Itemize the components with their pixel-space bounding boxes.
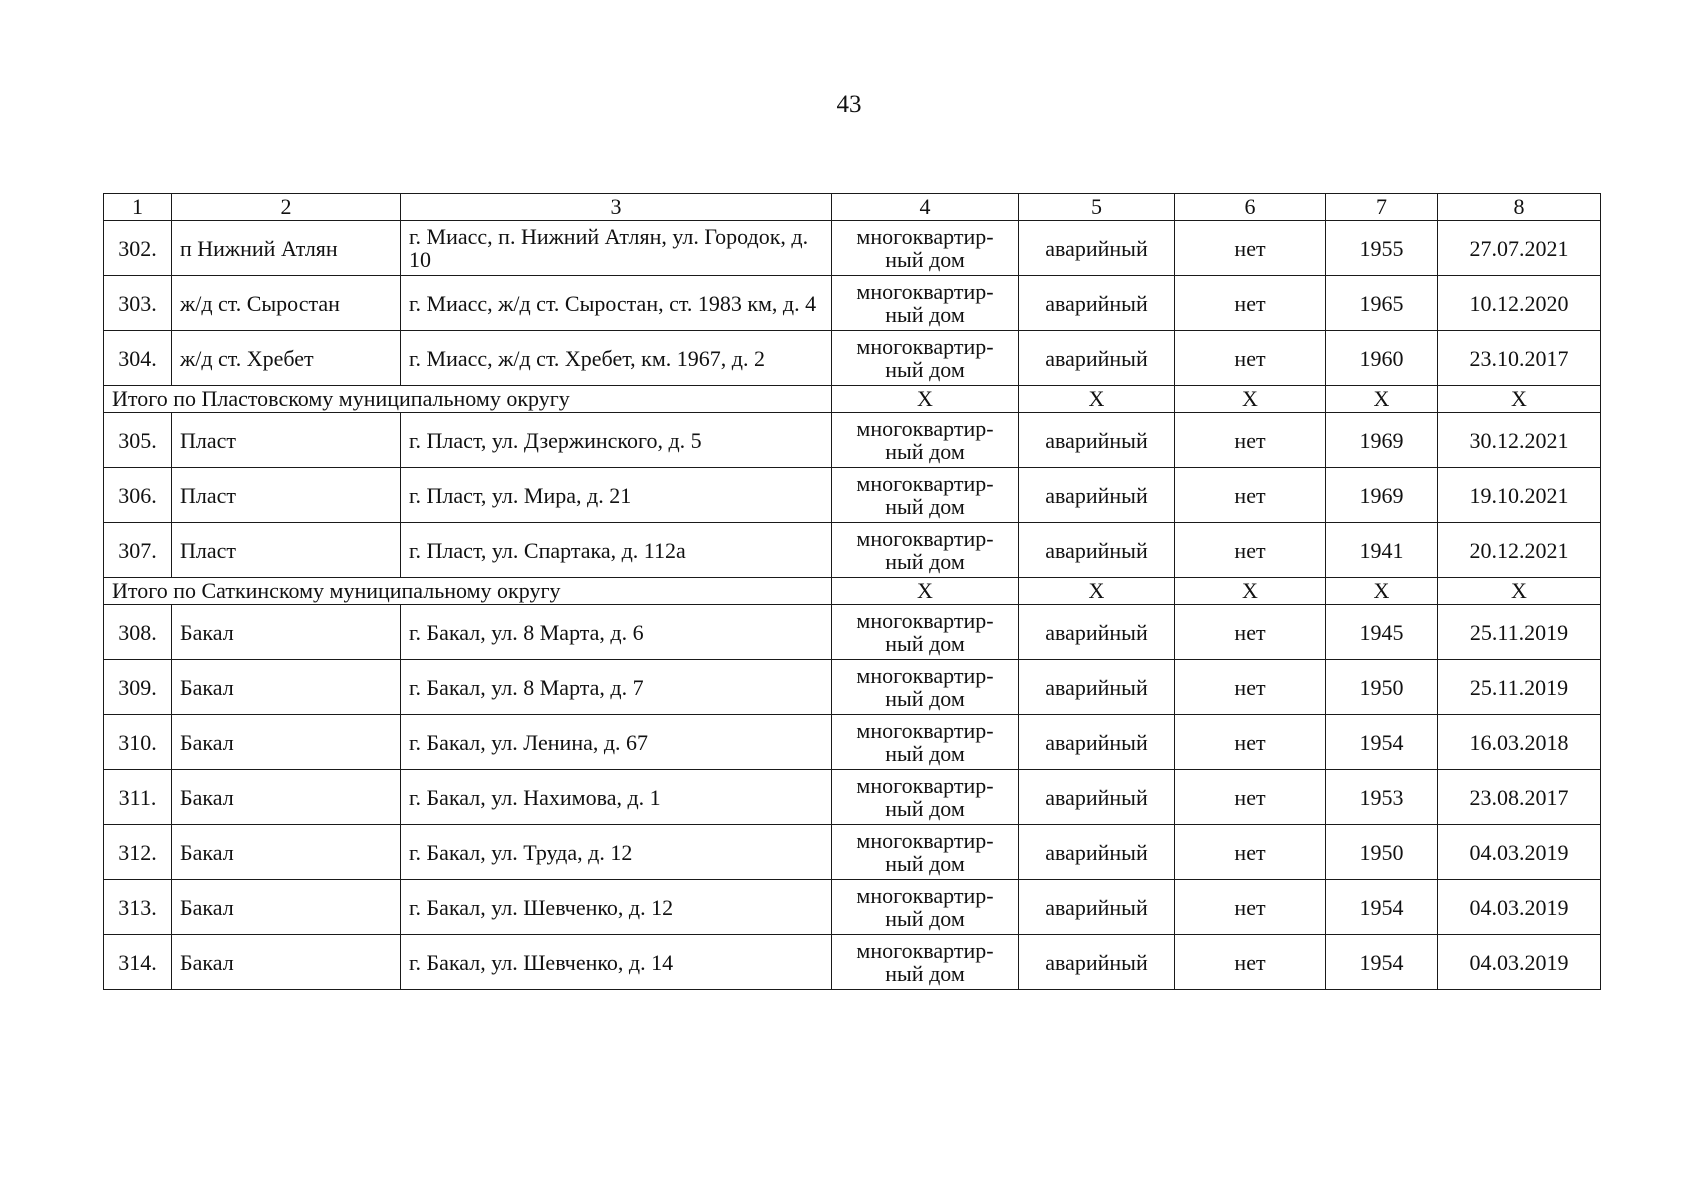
- row-number: 303.: [104, 276, 172, 331]
- condition-status: аварийный: [1019, 715, 1175, 770]
- year-built: 1965: [1326, 276, 1438, 331]
- row-number: 313.: [104, 880, 172, 935]
- flag-value: нет: [1175, 523, 1326, 578]
- flag-value: нет: [1175, 276, 1326, 331]
- year-built: 1960: [1326, 331, 1438, 386]
- page-number: 43: [836, 91, 862, 118]
- column-number: 3: [401, 194, 832, 221]
- condition-status: аварийный: [1019, 413, 1175, 468]
- summary-x-mark: X: [832, 386, 1019, 413]
- settlement-name: Бакал: [172, 605, 401, 660]
- settlement-name: Бакал: [172, 935, 401, 990]
- building-type: многоквартир-ный дом: [832, 276, 1019, 331]
- year-built: 1969: [1326, 413, 1438, 468]
- table-row: [104, 331, 1601, 386]
- address: г. Миасс, ж/д ст. Сыростан, ст. 1983 км, д. 4: [401, 276, 832, 331]
- row-number: 309.: [104, 660, 172, 715]
- table-row: [104, 276, 1601, 331]
- recognition-date: 23.08.2017: [1438, 770, 1601, 825]
- summary-x-mark: X: [1438, 578, 1601, 605]
- settlement-name: ж/д ст. Хребет: [172, 331, 401, 386]
- building-type: многоквартир-ный дом: [832, 660, 1019, 715]
- condition-status: аварийный: [1019, 331, 1175, 386]
- settlement-name: Бакал: [172, 880, 401, 935]
- summary-x-mark: X: [1175, 386, 1326, 413]
- address: г. Миасс, п. Нижний Атлян, ул. Городок, д. 10: [401, 221, 832, 276]
- district-summary-label: Итого по Пластовскому муниципальному округу: [104, 386, 832, 413]
- table-row: [104, 413, 1601, 468]
- address: г. Пласт, ул. Дзержинского, д. 5: [401, 413, 832, 468]
- recognition-date: 27.07.2021: [1438, 221, 1601, 276]
- summary-x-mark: X: [1438, 386, 1601, 413]
- housing-registry-table: [103, 193, 1601, 990]
- building-type: многоквартир-ный дом: [832, 715, 1019, 770]
- settlement-name: Бакал: [172, 660, 401, 715]
- address: г. Бакал, ул. Нахимова, д. 1: [401, 770, 832, 825]
- settlement-name: ж/д ст. Сыростан: [172, 276, 401, 331]
- settlement-name: п Нижний Атлян: [172, 221, 401, 276]
- recognition-date: 04.03.2019: [1438, 880, 1601, 935]
- summary-x-mark: X: [832, 578, 1019, 605]
- recognition-date: 04.03.2019: [1438, 935, 1601, 990]
- settlement-name: Бакал: [172, 770, 401, 825]
- column-number: 7: [1326, 194, 1438, 221]
- row-number: 311.: [104, 770, 172, 825]
- flag-value: нет: [1175, 880, 1326, 935]
- recognition-date: 25.11.2019: [1438, 605, 1601, 660]
- flag-value: нет: [1175, 605, 1326, 660]
- building-type: многоквартир-ный дом: [832, 880, 1019, 935]
- recognition-date: 30.12.2021: [1438, 413, 1601, 468]
- table-row: [104, 605, 1601, 660]
- flag-value: нет: [1175, 825, 1326, 880]
- table-row: [104, 715, 1601, 770]
- condition-status: аварийный: [1019, 523, 1175, 578]
- flag-value: нет: [1175, 935, 1326, 990]
- summary-x-mark: X: [1019, 578, 1175, 605]
- district-summary-label: Итого по Саткинскому муниципальному округу: [104, 578, 832, 605]
- year-built: 1941: [1326, 523, 1438, 578]
- year-built: 1953: [1326, 770, 1438, 825]
- address: г. Бакал, ул. Шевченко, д. 14: [401, 935, 832, 990]
- year-built: 1950: [1326, 660, 1438, 715]
- building-type: многоквартир-ный дом: [832, 221, 1019, 276]
- table-body: [104, 194, 1601, 990]
- summary-x-mark: X: [1326, 578, 1438, 605]
- condition-status: аварийный: [1019, 660, 1175, 715]
- year-built: 1954: [1326, 880, 1438, 935]
- row-number: 305.: [104, 413, 172, 468]
- condition-status: аварийный: [1019, 276, 1175, 331]
- district-summary-row: [104, 578, 1601, 605]
- table-row: [104, 660, 1601, 715]
- row-number: 304.: [104, 331, 172, 386]
- year-built: 1945: [1326, 605, 1438, 660]
- flag-value: нет: [1175, 660, 1326, 715]
- condition-status: аварийный: [1019, 825, 1175, 880]
- summary-x-mark: X: [1175, 578, 1326, 605]
- summary-x-mark: X: [1326, 386, 1438, 413]
- table-row: [104, 935, 1601, 990]
- condition-status: аварийный: [1019, 935, 1175, 990]
- flag-value: нет: [1175, 331, 1326, 386]
- district-summary-row: [104, 386, 1601, 413]
- year-built: 1955: [1326, 221, 1438, 276]
- table-row: [104, 825, 1601, 880]
- year-built: 1969: [1326, 468, 1438, 523]
- row-number: 307.: [104, 523, 172, 578]
- settlement-name: Бакал: [172, 715, 401, 770]
- building-type: многоквартир-ный дом: [832, 935, 1019, 990]
- recognition-date: 16.03.2018: [1438, 715, 1601, 770]
- flag-value: нет: [1175, 413, 1326, 468]
- row-number: 314.: [104, 935, 172, 990]
- table-row: [104, 221, 1601, 276]
- table-row: [104, 770, 1601, 825]
- condition-status: аварийный: [1019, 605, 1175, 660]
- flag-value: нет: [1175, 715, 1326, 770]
- address: г. Пласт, ул. Спартака, д. 112а: [401, 523, 832, 578]
- settlement-name: Пласт: [172, 468, 401, 523]
- settlement-name: Бакал: [172, 825, 401, 880]
- column-number: 5: [1019, 194, 1175, 221]
- recognition-date: 20.12.2021: [1438, 523, 1601, 578]
- year-built: 1950: [1326, 825, 1438, 880]
- recognition-date: 23.10.2017: [1438, 331, 1601, 386]
- column-number: 2: [172, 194, 401, 221]
- address: г. Бакал, ул. Труда, д. 12: [401, 825, 832, 880]
- column-number: 8: [1438, 194, 1601, 221]
- row-number: 302.: [104, 221, 172, 276]
- building-type: многоквартир-ный дом: [832, 468, 1019, 523]
- building-type: многоквартир-ный дом: [832, 331, 1019, 386]
- row-number: 308.: [104, 605, 172, 660]
- year-built: 1954: [1326, 935, 1438, 990]
- row-number: 310.: [104, 715, 172, 770]
- row-number: 312.: [104, 825, 172, 880]
- recognition-date: 25.11.2019: [1438, 660, 1601, 715]
- building-type: многоквартир-ный дом: [832, 413, 1019, 468]
- column-number: 6: [1175, 194, 1326, 221]
- summary-x-mark: X: [1019, 386, 1175, 413]
- column-number: 4: [832, 194, 1019, 221]
- address: г. Бакал, ул. Шевченко, д. 12: [401, 880, 832, 935]
- flag-value: нет: [1175, 770, 1326, 825]
- flag-value: нет: [1175, 221, 1326, 276]
- table-row: [104, 523, 1601, 578]
- address: г. Бакал, ул. 8 Марта, д. 6: [401, 605, 832, 660]
- condition-status: аварийный: [1019, 770, 1175, 825]
- table-row: [104, 880, 1601, 935]
- building-type: многоквартир-ный дом: [832, 523, 1019, 578]
- settlement-name: Пласт: [172, 413, 401, 468]
- settlement-name: Пласт: [172, 523, 401, 578]
- year-built: 1954: [1326, 715, 1438, 770]
- building-type: многоквартир-ный дом: [832, 825, 1019, 880]
- flag-value: нет: [1175, 468, 1326, 523]
- building-type: многоквартир-ный дом: [832, 770, 1019, 825]
- column-number: 1: [104, 194, 172, 221]
- address: г. Бакал, ул. Ленина, д. 67: [401, 715, 832, 770]
- recognition-date: 10.12.2020: [1438, 276, 1601, 331]
- recognition-date: 04.03.2019: [1438, 825, 1601, 880]
- address: г. Бакал, ул. 8 Марта, д. 7: [401, 660, 832, 715]
- address: г. Пласт, ул. Мира, д. 21: [401, 468, 832, 523]
- table-row: [104, 468, 1601, 523]
- condition-status: аварийный: [1019, 221, 1175, 276]
- column-number-row: [104, 194, 1601, 221]
- address: г. Миасс, ж/д ст. Хребет, км. 1967, д. 2: [401, 331, 832, 386]
- condition-status: аварийный: [1019, 880, 1175, 935]
- condition-status: аварийный: [1019, 468, 1175, 523]
- row-number: 306.: [104, 468, 172, 523]
- recognition-date: 19.10.2021: [1438, 468, 1601, 523]
- building-type: многоквартир-ный дом: [832, 605, 1019, 660]
